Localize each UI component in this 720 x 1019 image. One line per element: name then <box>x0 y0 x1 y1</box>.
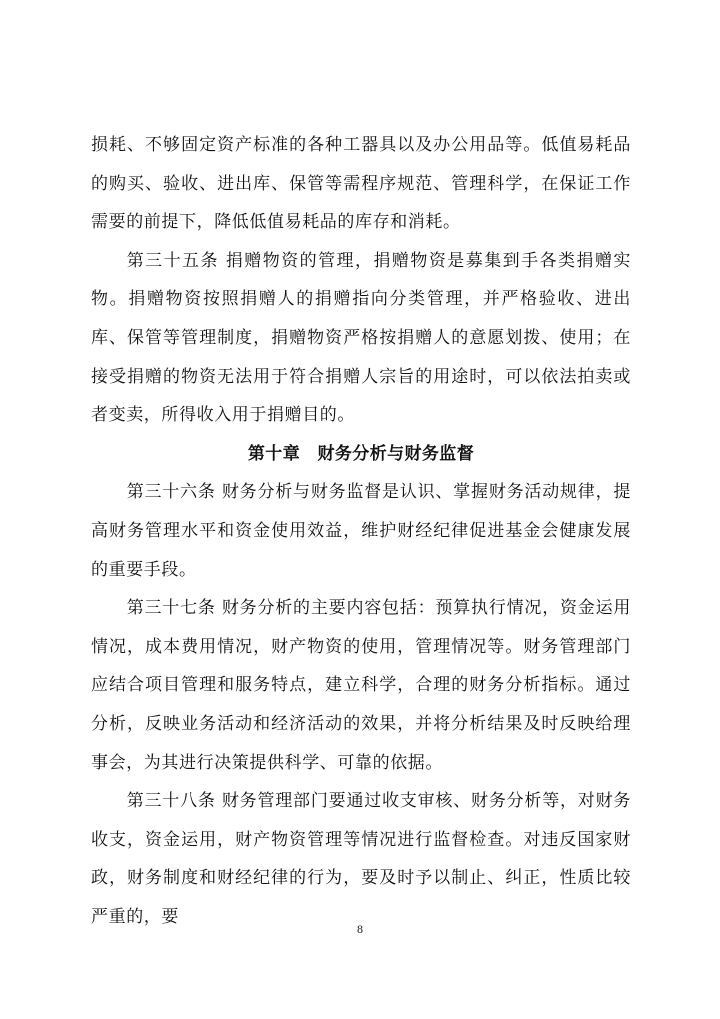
chapter-heading: 第十章 财务分析与财务监督 <box>247 443 475 464</box>
paragraph-low-value-consumables: 损耗、不够固定资产标准的各种工器具以及办公用品等。低值易耗品的购买、验收、进出库、保管等需程序规范、管理科学，在保证工作需要的前提下，降低低值易耗品的库存和消耗。 <box>91 135 631 233</box>
paragraph-article-35: 第三十五条 捐赠物资的管理，捐赠物资是募集到手各类捐赠实物。捐赠物资按照捐赠人的捐赠指向分类管理，并严格验收、进出库、保管等管理制度，捐赠物资严格按捐赠人的意愿划拨、使用；在接受捐赠的物资无法用于符合捐赠人宗旨的用途时，可以依法拍卖或者变卖，所得收入用于捐赠目的。 <box>91 250 631 426</box>
page-number: 8 <box>357 922 363 936</box>
paragraph-article-37: 第三十七条 财务分析的主要内容包括：预算执行情况，资金运用情况，成本费用情况，财产物资的使用，管理情况等。财务管理部门应结合项目管理和服务特点，建立科学，合理的财务分析指标。通过分析，反映业务活动和经济活动的效果，并将分析结果及时反映给理事会，为其进行决策提供科学、可靠的依据。 <box>91 598 631 773</box>
paragraph-article-38: 第三十八条 财务管理部门要通过收支审核、财务分析等，对财务收支，资金运用，财产物资管理等情况进行监督检查。对违反国家财政，财务制度和财经纪律的行为，要及时予以制止、纠正，性质比较严重的，要 <box>91 791 631 927</box>
paragraph-article-36: 第三十六条 财务分析与财务监督是认识、掌握财务活动规律，提高财务管理水平和资金使用效益，维护财经纪律促进基金会健康发展的重要手段。 <box>91 482 631 580</box>
